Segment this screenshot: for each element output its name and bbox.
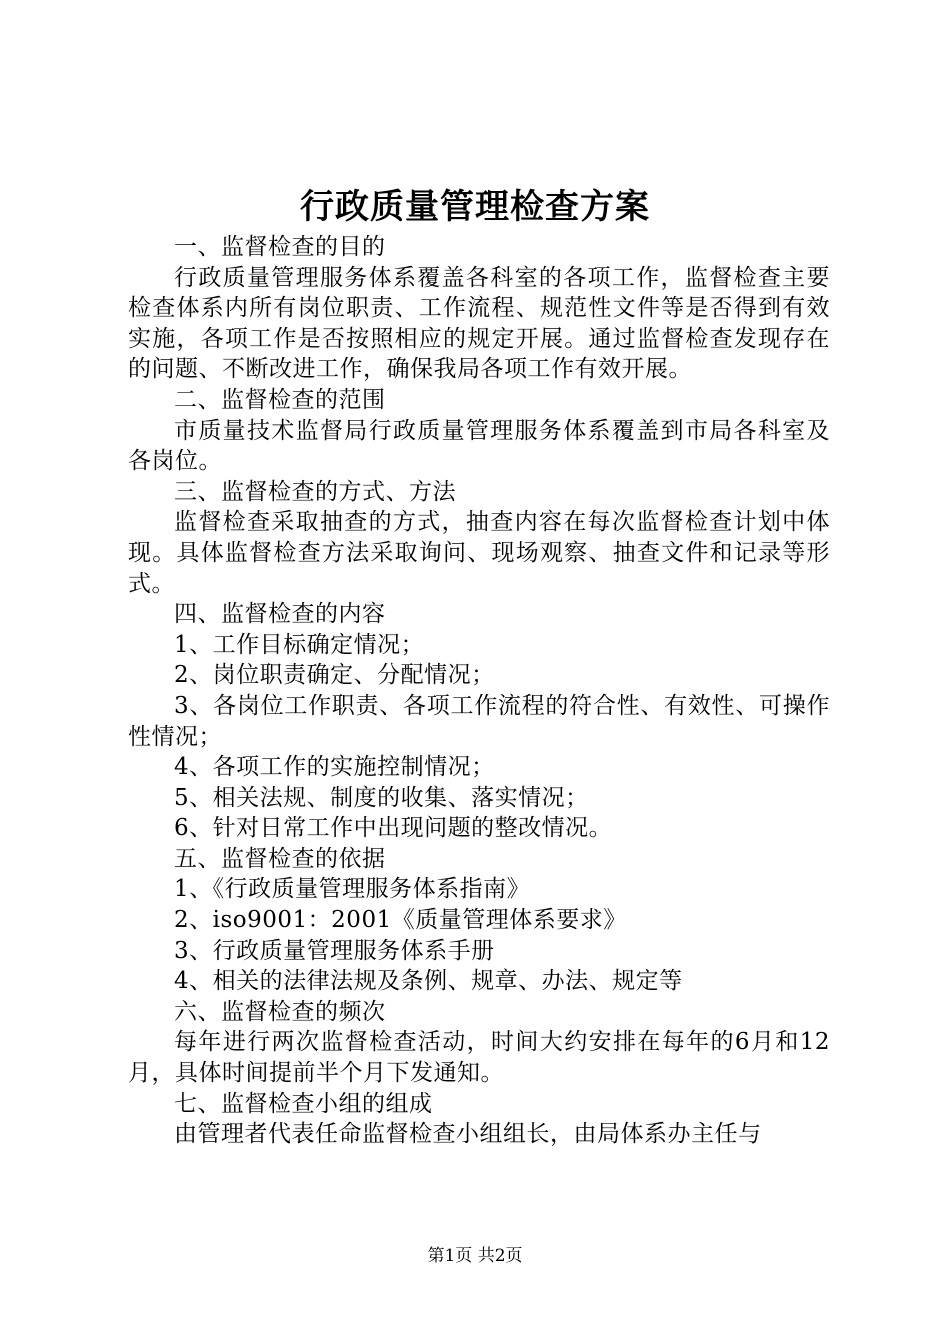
paragraph-method: 监督检查采取抽查的方式，抽查内容在每次监督检查计划中体现。具体监督检查方法采取询问、现场观察、抽查文件和记录等形式。: [128, 509, 830, 597]
page-number-footer: 第1页 共2页: [427, 1246, 523, 1266]
section-heading-basis: 五、监督检查的依据: [174, 845, 386, 872]
document-body: [128, 232, 830, 1150]
list-item: 1、《行政质量管理服务体系指南》: [174, 876, 531, 903]
list-item: 1、工作目标确定情况；: [174, 631, 425, 658]
paragraph-scope: 市质量技术监督局行政质量管理服务体系覆盖到市局各科室及各岗位。: [128, 417, 830, 475]
list-item: 3、行政质量管理服务体系手册: [174, 937, 495, 964]
section-heading-team: 七、监督检查小组的组成: [174, 1090, 433, 1117]
list-item: 3、各岗位工作职责、各项工作流程的符合性、有效性、可操作性情况；: [128, 692, 830, 750]
list-item: 4、各项工作的实施控制情况；: [174, 754, 495, 781]
paragraph-purpose: 行政质量管理服务体系覆盖各科室的各项工作，监督检查主要检查体系内所有岗位职责、工作流程、规范性文件等是否得到有效实施，各项工作是否按照相应的规定开展。通过监督检查发现存在的问题、不断改进工作，确保我局各项工作有效开展。: [128, 264, 830, 383]
section-heading-scope: 二、监督检查的范围: [174, 386, 386, 413]
list-item: 4、相关的法律法规及条例、规章、办法、规定等: [174, 968, 683, 995]
paragraph-team: 由管理者代表任命监督检查小组组长，由局体系办主任与: [174, 1121, 762, 1148]
section-heading-frequency: 六、监督检查的频次: [174, 998, 386, 1025]
list-item: 6、针对日常工作中出现问题的整改情况。: [174, 815, 613, 842]
section-heading-method: 三、监督检查的方式、方法: [174, 478, 456, 505]
list-item: 2、岗位职责确定、分配情况；: [174, 662, 495, 689]
list-item: 2、iso9001：2001《质量管理体系要求》: [174, 907, 627, 934]
document-title: 行政质量管理检查方案: [300, 187, 650, 227]
paragraph-frequency: 每年进行两次监督检查活动，时间大约安排在每年的6月和12月，具体时间提前半个月下发通知。: [128, 1029, 830, 1087]
list-item: 5、相关法规、制度的收集、落实情况；: [174, 784, 589, 811]
section-heading-content: 四、监督检查的内容: [174, 601, 386, 628]
section-heading-purpose: 一、监督检查的目的: [174, 234, 386, 260]
